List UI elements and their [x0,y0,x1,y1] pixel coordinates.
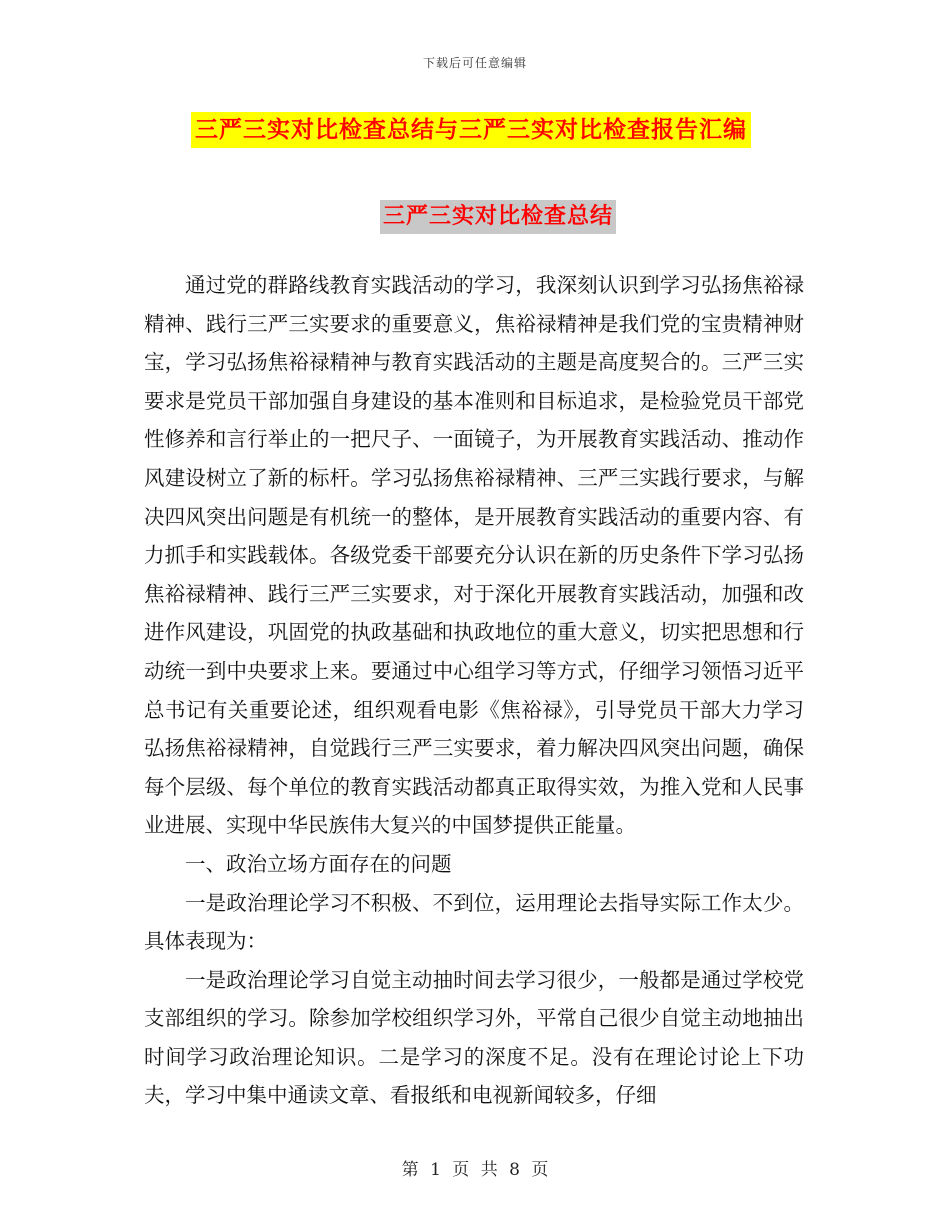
header-note: 下载后可任意编辑 [422,56,527,70]
body-paragraph-intro: 通过党的群路线教育实践活动的学习，我深刻认识到学习弘扬焦裕禄精神、践行三严三实要求的重要意义，焦裕禄精神是我们党的宝贵精神财宝，学习弘扬焦裕禄精神与教育实践活动的主题是高度契合的。三严三实要求是党员干部加强自身建设的基本准则和目标追求，是检验党员干部党性修养和言行举止的一把尺子、一面镜子，为开展教育实践活动、推动作风建设树立了新的标杆。学习弘扬焦裕禄精神、三严三实践行要求，与解决四风突出问题是有机统一的整体，是开展教育实践活动的重要内容、有力抓手和实践载体。各级党委干部要充分认识在新的历史条件下学习弘扬焦裕禄精神、践行三严三实要求，对于深化开展教育实践活动，加强和改进作风建设，巩固党的执政基础和执政地位的重大意义，切实把思想和行动统一到中央要求上来。要通过中心组学习等方式，仔细学习领悟习近平总书记有关重要论述，组织观看电影《焦裕禄》，引导党员干部大力学习弘扬焦裕禄精神，自觉践行三严三实要求，着力解决四风突出问题，确保每个层级、每个单位的教育实践活动都真正取得实效，为推入党和人民事业进展、实现中华民族伟大复兴的中国梦提供正能量。 [144,273,804,838]
document-title: 三严三实对比检查总结与三严三实对比检查报告汇编 [191,112,751,148]
section-heading-political-stance: 一、政治立场方面存在的问题 [185,851,452,876]
document-body [144,266,804,1115]
body-paragraph-problem-1: 一是政治理论学习不积极、不到位，运用理论去指导实际工作太少。具体表现为： [144,890,804,954]
section-title: 三严三实对比检查总结 [380,200,616,234]
page-number-footer: 第 1 页 共 8 页 [401,1160,549,1180]
body-paragraph-details: 一是政治理论学习自觉主动抽时间去学习很少，一般都是通过学校党支部组织的学习。除参加学校组织学习外，平常自己很少自觉主动地抽出时间学习政治理论知识。二是学习的深度不足。没有在理论讨论上下功夫，学习中集中通读文章、看报纸和电视新闻较多，仔细 [144,967,804,1108]
